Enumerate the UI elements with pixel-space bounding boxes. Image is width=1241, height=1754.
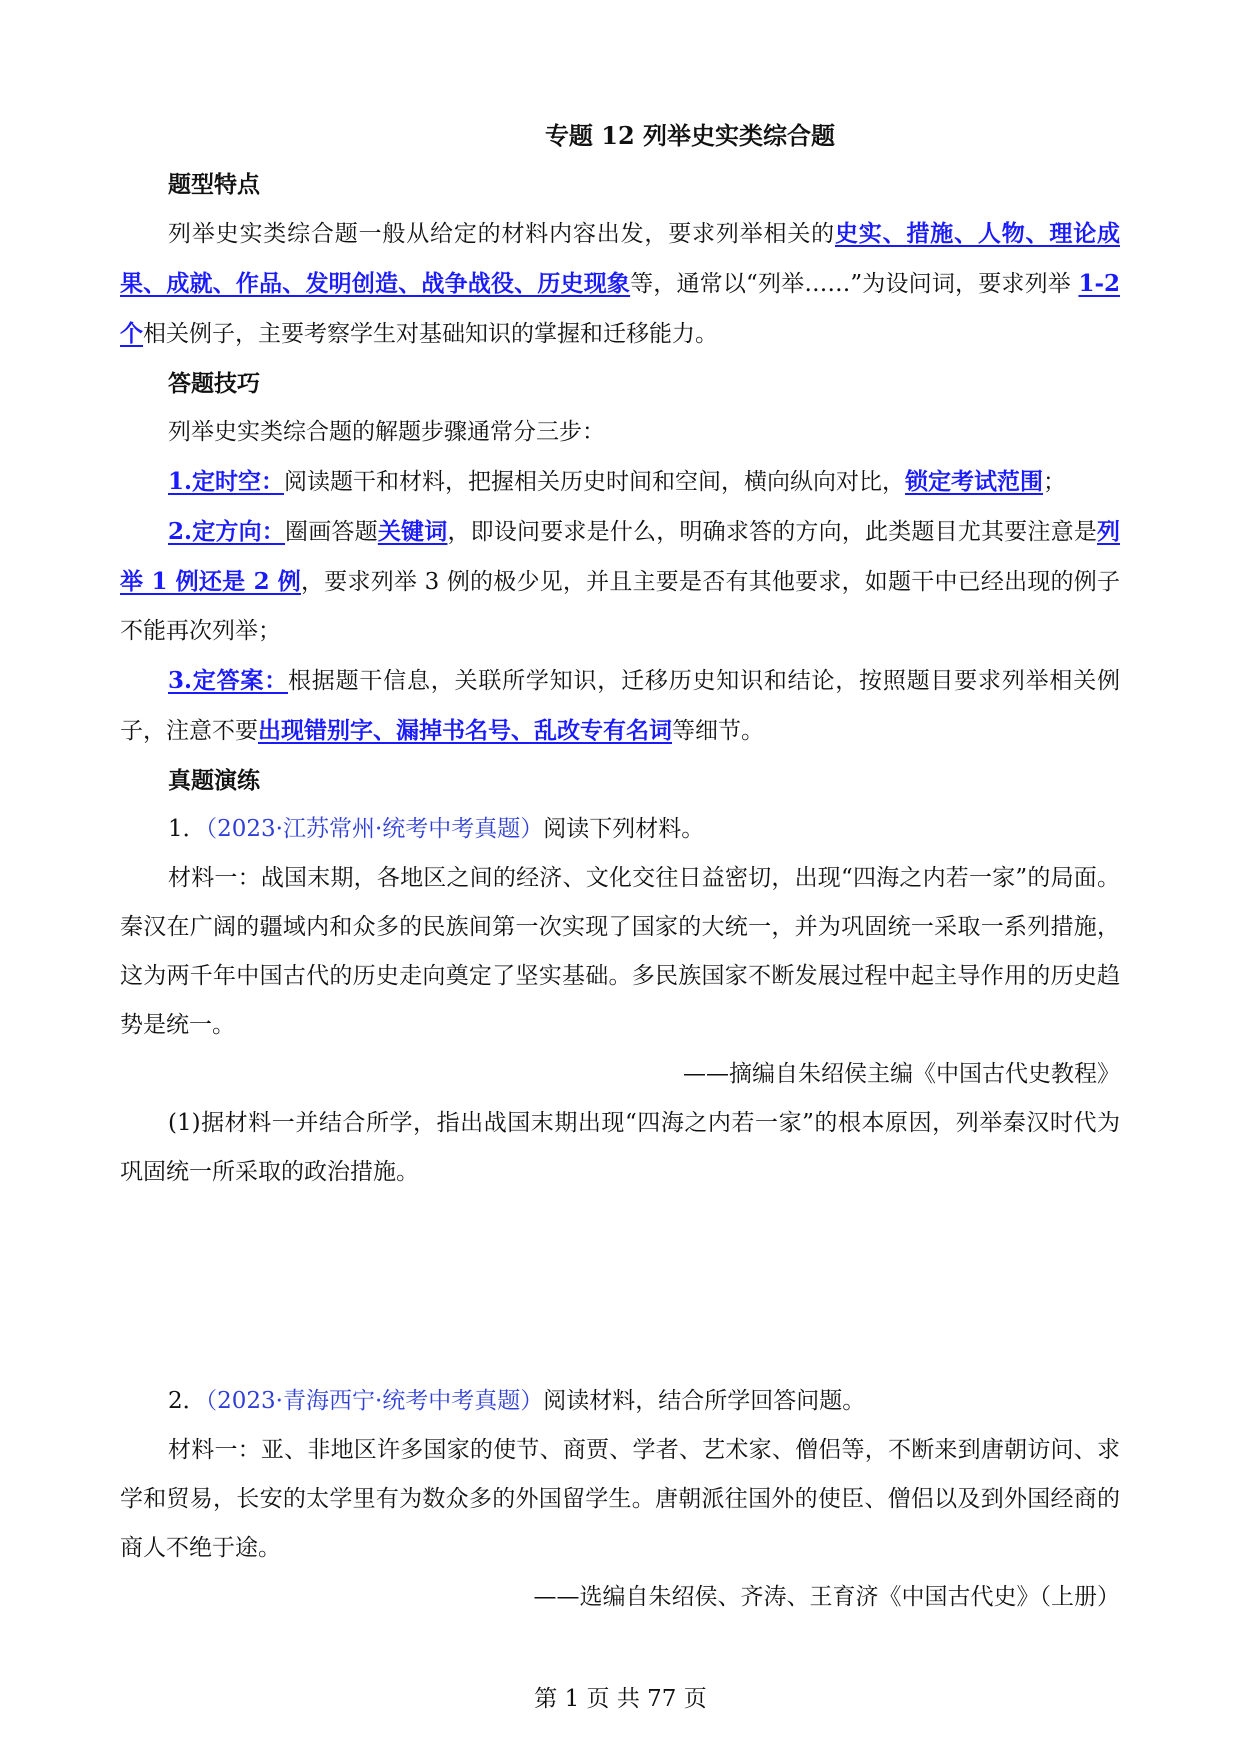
features-text-c: 相关例子，主要考察学生对基础知识的掌握和迁移能力。 bbox=[143, 321, 718, 347]
step-3-text-b: 等细节。 bbox=[672, 718, 764, 744]
step-2-highlight-keyword: 关键词 bbox=[377, 518, 448, 545]
tips-step-1 bbox=[120, 457, 1120, 507]
page-content bbox=[120, 112, 1120, 1622]
step-2-text-b: ，即设问要求是什么，明确求答的方向，此类题目尤其要注意是 bbox=[447, 519, 1098, 545]
question-2-source: （2023·青海西宁·统考中考真题） bbox=[205, 1388, 544, 1414]
question-1-source: （2023·江苏常州·统考中考真题） bbox=[205, 816, 544, 842]
page-footer: 第 1 页 共 77 页 bbox=[534, 1686, 707, 1712]
question-2-header bbox=[120, 1377, 1120, 1426]
step-2-text-c: ，要求列举 3 例的极少见，并且主要是否有其他要求，如题干中已经出现的例子不能再次列举； bbox=[120, 569, 1120, 644]
features-paragraph bbox=[120, 209, 1120, 359]
question-2-material: 材料一：亚、非地区许多国家的使节、商贾、学者、艺术家、僧侣等，不断来到唐朝访问、求学和贸易，长安的太学里有为数众多的外国留学生。唐朝派往国外的使臣、僧侣以及到外国经商的商人不绝于途。 bbox=[120, 1437, 1120, 1561]
step-1-highlight: 锁定考试范围 bbox=[905, 468, 1044, 495]
tips-step-3 bbox=[120, 656, 1120, 756]
step-3-highlight: 出现错别字、漏掉书名号、乱改专有名词 bbox=[258, 717, 672, 744]
question-1-header bbox=[120, 805, 1120, 854]
question-2-citation: ——选编自朱绍侯、齐涛、王育济《中国古代史》（上册） bbox=[533, 1584, 1120, 1610]
step-1-text: 阅读题干和材料，把握相关历史时间和空间，横向纵向对比， bbox=[284, 469, 906, 495]
features-text-a: 列举史实类综合题一般从给定的材料内容出发，要求列举相关的 bbox=[168, 221, 835, 247]
step-3-text-a: 根据题干信息，关联所学知识，迁移历史知识和结论，按照题目要求列举相关例子，注意不要 bbox=[120, 668, 1120, 744]
step-2-text-a: 圈画答题 bbox=[285, 519, 378, 545]
step-1-end: ； bbox=[1043, 469, 1067, 495]
step-2-label: 2.定方向： bbox=[168, 518, 286, 545]
step-2-highlight-count: 列举 1 例还是 2 例 bbox=[120, 518, 1121, 595]
question-2-lead: 阅读材料，结合所学回答问题。 bbox=[543, 1388, 866, 1414]
step-3-label: 3.定答案： bbox=[168, 667, 288, 694]
tips-step-2 bbox=[120, 507, 1120, 656]
question-1-material: 材料一：战国末期，各地区之间的经济、文化交往日益密切，出现“四海之内若一家”的局面。秦汉在广阔的疆域内和众多的民族间第一次实现了国家的大统一，并为巩固统一采取一系列措施，这为两千年中国古代的历史走向奠定了坚实基础。多民族国家不断发展过程中起主导作用的历史趋势是统一。 bbox=[120, 865, 1120, 1038]
question-1-lead: 阅读下列材料。 bbox=[543, 816, 705, 842]
features-highlight-list: 史实、措施、人物、理论成果、成就、作品、发明创造、战争战役、历史现象 bbox=[120, 220, 1121, 297]
tips-intro: 列举史实类综合题的解题步骤通常分三步： bbox=[168, 419, 605, 445]
features-highlight-count: 1-2 个 bbox=[120, 270, 1121, 347]
features-text-b: 等，通常以“列举……”为设问词，要求列举 bbox=[630, 271, 1079, 297]
page-title: 专题 12 列举史实类综合题 bbox=[544, 121, 836, 150]
section-heading-features: 题型特点 bbox=[168, 171, 260, 198]
question-1-citation: ——摘编自朱绍侯主编《中国古代史教程》 bbox=[683, 1061, 1120, 1087]
step-1-label: 1.定时空： bbox=[168, 468, 285, 495]
section-heading-practice: 真题演练 bbox=[168, 767, 260, 794]
question-1-prompt: (1)据材料一并结合所学，指出战国末期出现“四海之内若一家”的根本原因，列举秦汉时代为巩固统一所采取的政治措施。 bbox=[120, 1110, 1120, 1185]
answer-space bbox=[120, 1197, 1120, 1377]
question-1-number: 1． bbox=[168, 816, 206, 842]
section-heading-tips: 答题技巧 bbox=[168, 370, 260, 397]
question-2-number: 2． bbox=[168, 1388, 206, 1414]
